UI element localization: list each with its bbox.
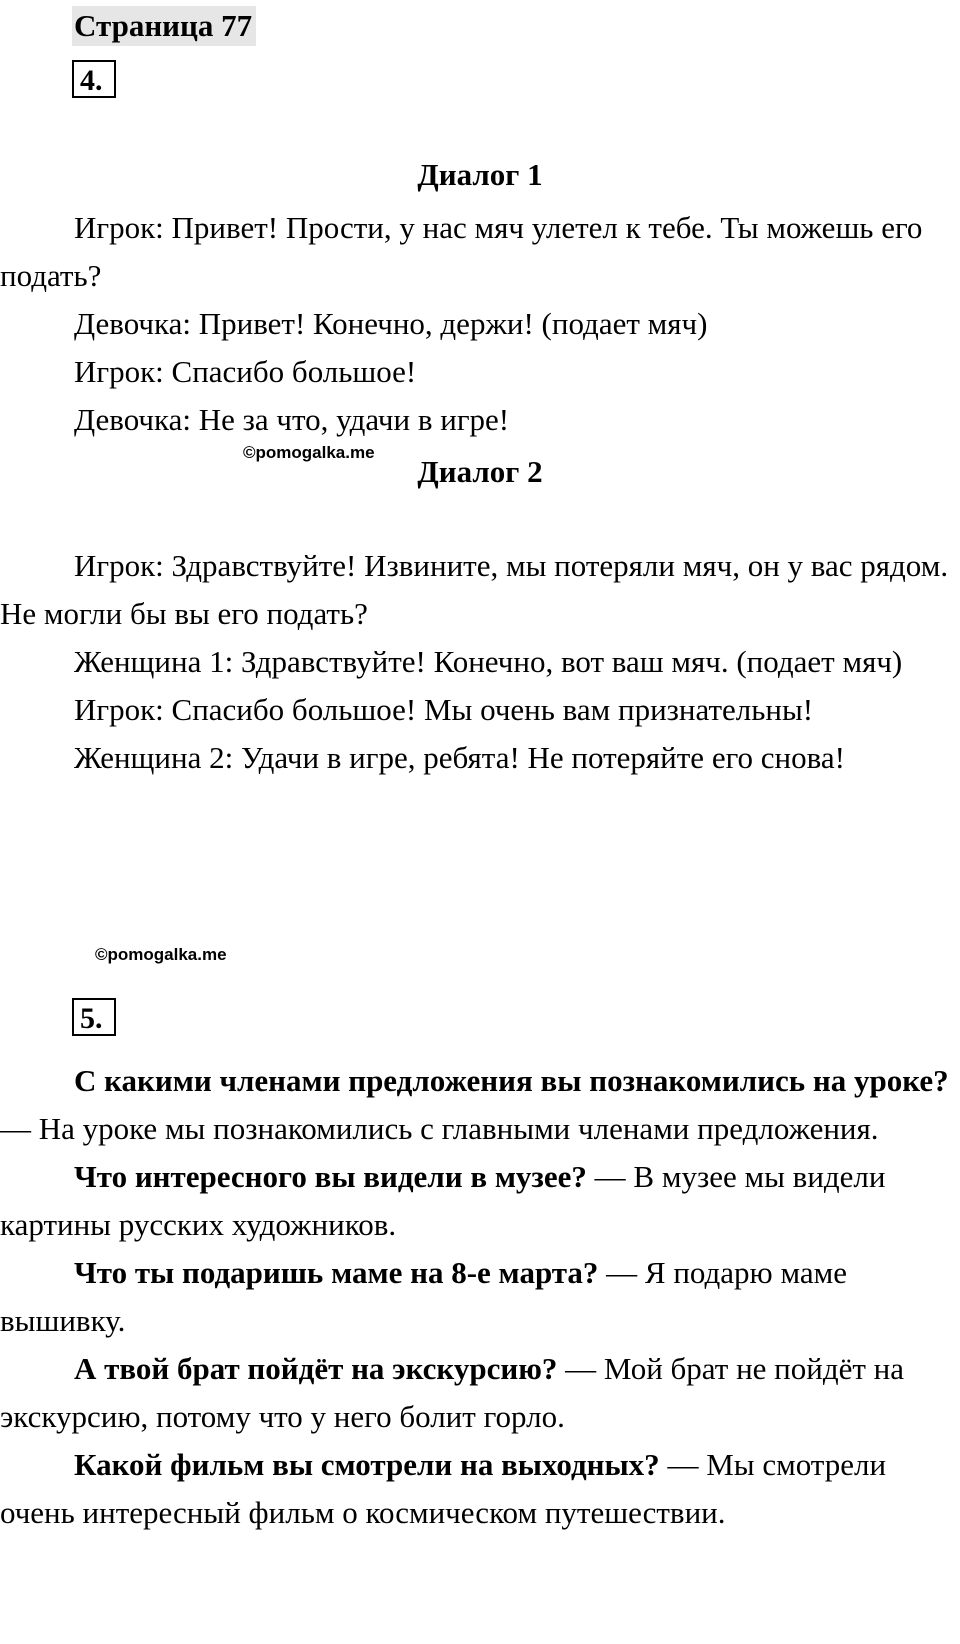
dialog-line: Женщина 1: Здравствуйте! Конечно, вот ваш мяч. (подает мяч) [74, 644, 903, 679]
qa-item [0, 1057, 960, 1153]
watermark: ©pomogalka.me [243, 443, 375, 462]
question: Какой фильм вы смотрели на выходных? [74, 1447, 660, 1482]
dialog-line: Женщина 2: Удачи в игре, ребята! Не потеряйте его снова! [74, 740, 845, 775]
question: С какими членами предложения вы познакомились на уроке? [74, 1063, 949, 1098]
qa-item [0, 1441, 960, 1537]
dialog-2 [0, 542, 960, 782]
dialog-line: Игрок: Здравствуйте! Извините, мы потеряли мяч, он у вас рядом. Не могли бы вы его подать? [0, 548, 949, 631]
question: Что ты подаришь маме на 8-е марта? [74, 1255, 599, 1290]
dialog-1 [0, 204, 960, 444]
dialog-line: Игрок: Спасибо большое! [74, 354, 417, 389]
qa-item [0, 1345, 960, 1441]
qa-item [0, 1153, 960, 1249]
question: А твой брат пойдёт на экскурсию? [74, 1351, 558, 1386]
answer: — В музее мы видели картины русских художников. [0, 1159, 886, 1242]
page-title: Страница 77 [72, 6, 256, 46]
dialog-2-title: Диалог 2 [417, 454, 543, 489]
dialog-line: Игрок: Спасибо большое! Мы очень вам признательны! [74, 692, 814, 727]
answer: — Я подарю маме вышивку. [0, 1255, 847, 1338]
task-5-answers [0, 1057, 960, 1537]
task-number-4: 4. [72, 60, 116, 98]
answer: — Мы смотрели очень интересный фильм о космическом путешествии. [0, 1447, 887, 1530]
dialog-line: Игрок: Привет! Прости, у нас мяч улетел к тебе. Ты можешь его подать? [0, 210, 923, 293]
answer: — Мой брат не пойдёт на экскурсию, потому что у него болит горло. [0, 1351, 905, 1434]
qa-item [0, 1249, 960, 1345]
task-number-5: 5. [72, 998, 116, 1036]
dialog-line: Девочка: Привет! Конечно, держи! (подает мяч) [74, 306, 708, 341]
dialog-1-title: Диалог 1 [417, 157, 543, 192]
answer: — На уроке мы познакомились с главными членами предложения. [0, 1111, 879, 1146]
dialog-line: Девочка: Не за что, удачи в игре! [74, 402, 510, 437]
watermark: ©pomogalka.me [95, 945, 227, 964]
question: Что интересного вы видели в музее? [74, 1159, 587, 1194]
